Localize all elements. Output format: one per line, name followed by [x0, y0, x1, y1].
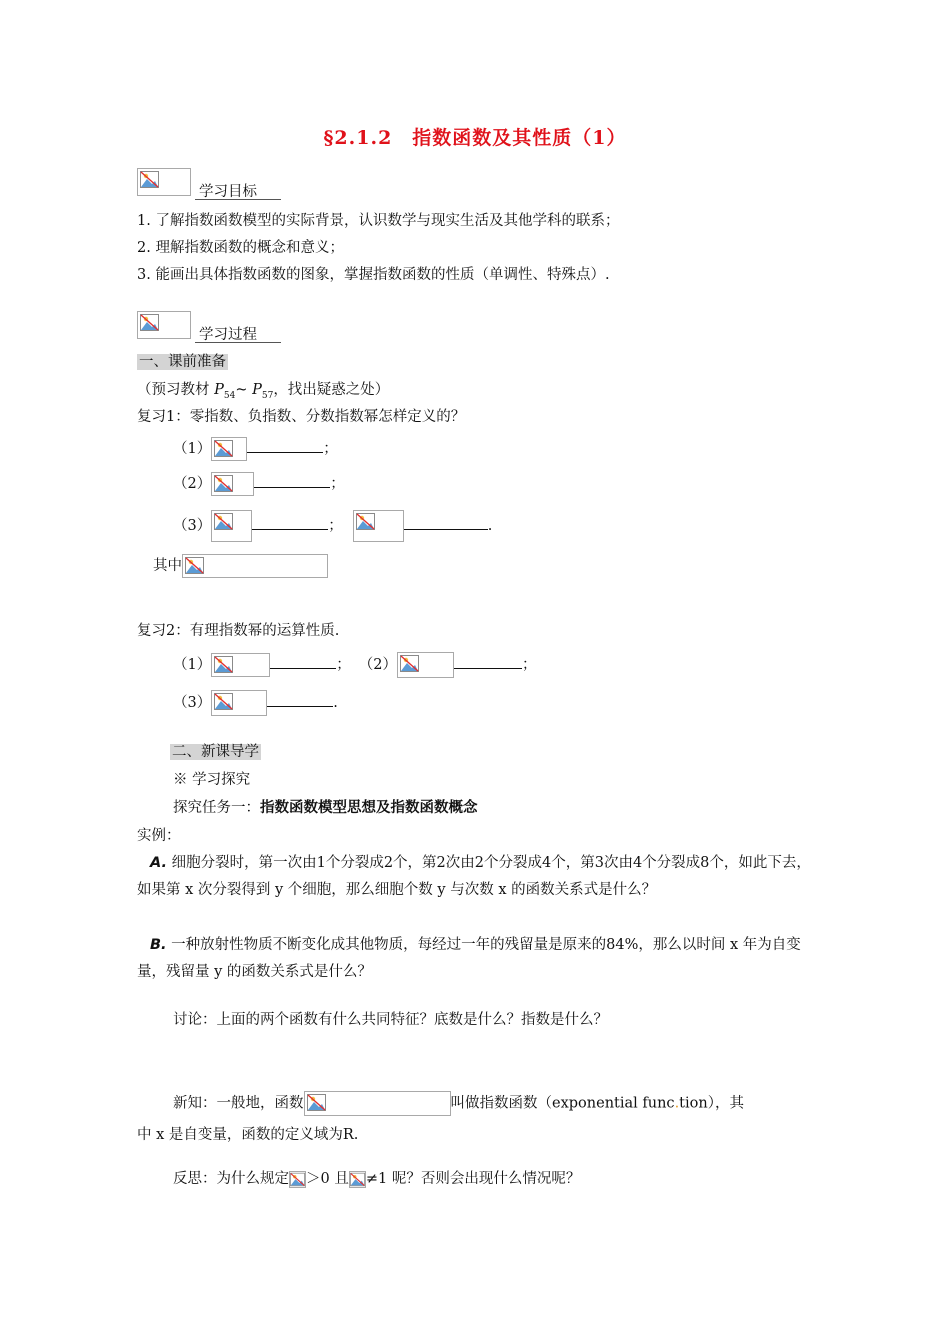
review1-item-3 [173, 510, 492, 542]
item-number: （3） [173, 518, 212, 534]
reflection-ne: ≠1 呢？否则会出现什么情况呢？ [365, 1171, 581, 1187]
explore-heading: ※ 学习探究 [173, 772, 251, 788]
example-b-text: 一种放射性物质不断变化成其他物质，每经过一年的残留量是原来的84%，那么以时间 x 年为自变量，残留量 y 的函数关系式是什么？ [137, 937, 801, 980]
punct: . [487, 518, 493, 534]
review-1: 复习1：零指数、负指数、分数指数幂怎样定义的？ [137, 409, 466, 425]
new-knowledge-tail: tion），其 [679, 1095, 744, 1112]
page-ref-sub: 57 [261, 390, 274, 401]
reflection-prefix: 反思：为什么规定 [173, 1171, 289, 1187]
item-number: （3） [173, 695, 212, 711]
image-placeholder-icon [289, 1171, 306, 1188]
page-ref-sub: 54 [223, 390, 236, 401]
qizhong-line [153, 554, 328, 578]
task-prefix: 探究任务一： [173, 800, 260, 816]
goals-heading [137, 168, 257, 200]
punct: ； [521, 657, 537, 673]
example-a-text: 细胞分裂时，第一次由1个分裂成2个，第2次由2个分裂成4个，第3次由4个分裂成8个，如此下去，如果第 x 次分裂得到 y 个细胞，那么细胞个数 y 与次数 x 的函数关系式是什么？ [137, 855, 811, 898]
punct: ； [336, 657, 351, 673]
image-placeholder-icon [211, 437, 247, 461]
reflection-gt: ＞0 且 [306, 1171, 349, 1187]
review2-item-3 [173, 690, 338, 716]
punct: ； [330, 476, 345, 492]
image-placeholder-icon [211, 653, 270, 677]
answer-blank[interactable] [247, 438, 323, 453]
page-ref: P [214, 382, 224, 398]
example-b-label: B. [150, 937, 167, 953]
qizhong-label: 其中 [153, 558, 182, 574]
example-a [137, 850, 815, 904]
item-number: （1） [173, 657, 212, 673]
discussion: 讨论：上面的两个函数有什么共同特征？底数是什么？指数是什么？ [173, 1012, 608, 1028]
page-title: §2.1.2 指数函数及其性质（1） [323, 127, 627, 149]
new-knowledge-prefix: 新知：一般地，函数 [173, 1095, 304, 1112]
new-knowledge-mid: 叫做指数函数（exponential func [450, 1095, 675, 1112]
image-placeholder-icon [211, 472, 254, 496]
goal-item: 1. 了解指数函数模型的实际背景，认识数学与现实生活及其他学科的联系； [137, 213, 620, 229]
task-title: 指数函数模型思想及指数函数概念 [260, 800, 478, 816]
punct: . [333, 695, 338, 711]
image-placeholder-icon [304, 1091, 451, 1116]
image-placeholder-icon [353, 510, 404, 542]
item-number: （2） [173, 476, 212, 492]
example-a-label: A. [150, 855, 167, 871]
new-knowledge [173, 1091, 744, 1116]
image-placeholder-icon [349, 1171, 366, 1188]
heading-underline [195, 342, 281, 343]
new-knowledge-line2: 中 x 是自变量，函数的定义域为R. [137, 1127, 359, 1143]
reflection [173, 1169, 580, 1189]
image-placeholder-icon [182, 554, 328, 578]
item-number: （2） [358, 657, 397, 673]
answer-blank[interactable] [254, 473, 330, 488]
review-2: 复习2：有理指数幂的运算性质. [137, 623, 340, 639]
image-placeholder-icon [397, 652, 454, 678]
preview-prefix: （预习教材 [137, 382, 215, 398]
section-heading [137, 352, 228, 372]
edit-mark-icon: . [674, 1095, 680, 1112]
section-heading [170, 742, 261, 762]
goal-item: 3. 能画出具体指数函数的图象，掌握指数函数的性质（单调性、特殊点）. [137, 267, 610, 283]
process-heading-label: 学习过程 [199, 327, 257, 343]
section-label: 一、课前准备 [139, 354, 226, 370]
goal-item: 2. 理解指数函数的概念和意义； [137, 240, 344, 256]
punct: ； [328, 518, 343, 534]
example-b [137, 932, 815, 986]
answer-blank[interactable] [252, 515, 328, 530]
answer-blank[interactable] [267, 692, 333, 707]
answer-blank[interactable] [454, 654, 522, 669]
section-label: 二、新课导学 [172, 744, 259, 760]
image-placeholder-icon [137, 311, 191, 339]
process-heading [137, 311, 257, 343]
task-one [173, 798, 478, 818]
image-placeholder-icon [211, 510, 252, 542]
goals-heading-label: 学习目标 [199, 184, 257, 200]
review1-item-2 [173, 472, 345, 496]
image-placeholder-icon [211, 690, 267, 716]
punct: ； [323, 441, 338, 457]
heading-underline [195, 199, 281, 200]
answer-blank[interactable] [270, 654, 336, 669]
image-placeholder-icon [137, 168, 191, 196]
answer-blank[interactable] [404, 515, 488, 530]
review2-items-1-2 [173, 652, 536, 678]
preview-suffix: ，找出疑惑之处） [273, 382, 390, 398]
preview-note [137, 380, 389, 406]
tilde: ~ [235, 382, 253, 398]
item-number: （1） [173, 441, 212, 457]
example-label: 实例： [137, 828, 181, 844]
page-ref: P [252, 382, 262, 398]
review1-item-1 [173, 437, 338, 461]
